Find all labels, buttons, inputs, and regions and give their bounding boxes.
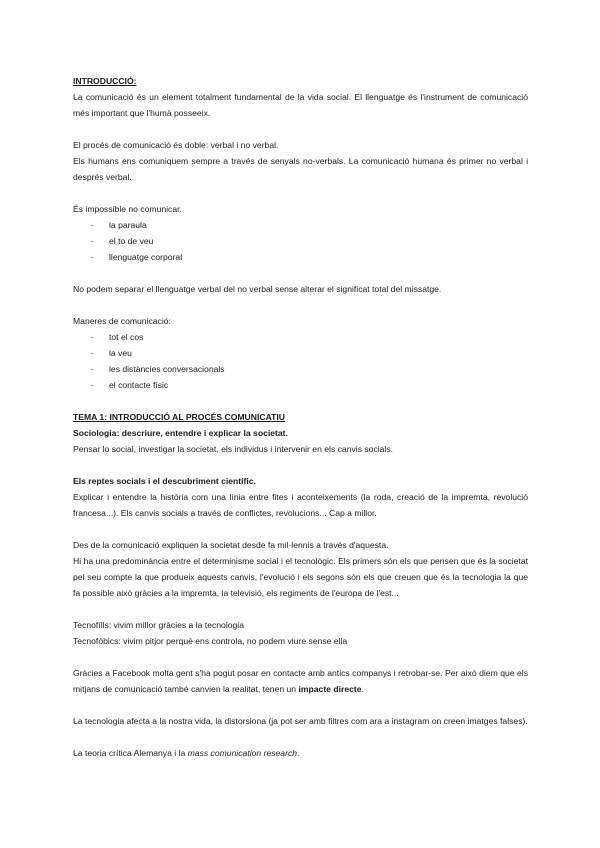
tema1-paragraph-1: Pensar lo social, investigar la societat, els individus i intervenir en els canvis socials. (73, 444, 394, 454)
tema1-paragraph-5: Tecnofílls: vivim millor gràcies a la tecnologia (73, 620, 244, 630)
list-item: - el contacte físic (73, 377, 528, 393)
list-item: - tot el cos (73, 329, 528, 345)
paragraph-text: . (297, 748, 300, 758)
intro-paragraph-6: Maneres de comunicació: (73, 316, 171, 326)
tema1-paragraph-6: Tecnofòbics: vivim pitjor perquè ens controla, no podem viure sense ella (73, 636, 348, 646)
paragraph-text: . (361, 684, 364, 694)
paragraph-text: La teoria crítica Alemanya i la (73, 748, 188, 758)
tema1-paragraph-8: La tecnologia afecta a la nostra vida, la distorsiona (ja pot ser amb filtres com ara a instagram on creen imatges falses). (73, 716, 528, 726)
tema1-subheading-challenges: Els reptes socials i el descubriment científic. (73, 476, 256, 486)
tema1-heading: TEMA 1: INTRODUCCIÓ AL PROCÉS COMUNICATIU (73, 412, 285, 422)
list-item: - les distàncies conversacionals (73, 361, 528, 377)
tema1-paragraph-9 (73, 745, 528, 761)
list-item: - la veu (73, 345, 528, 361)
communication-elements-list (73, 217, 528, 265)
intro-paragraph-2: El procés de comunicació és doble: verbal i no verbal. (73, 140, 279, 150)
document-page (73, 73, 528, 761)
list-item: - la paraula (73, 217, 528, 233)
paragraph-text: Gràcies a Facebook molta gent s'ha pogut posar en contacte amb antics companys i retrobar-se. Per això diem que els mitjans de comunicació també canvien la realitat, tenen un (73, 668, 528, 694)
paragraph-italic-text: mass comunication research (187, 748, 298, 758)
paragraph-bold-text: impacte directe (298, 684, 362, 694)
intro-paragraph-4: És impossible no comunicar. (73, 204, 182, 214)
intro-paragraph-5: No podem separar el llenguatge verbal del no verbal sense alterar el significat total del missatge. (73, 284, 442, 294)
intro-heading: INTRODUCCIÓ: (73, 76, 137, 86)
intro-paragraph-1: La comunicació és un element totalment fundamental de la vida social. El llenguatge és l'instrument de comunicació més important que l'humà posseeix. (73, 92, 528, 118)
tema1-paragraph-7 (73, 665, 528, 697)
tema1-paragraph-3: Des de la comunicació expliquen la societat desde fa mil·lennis a través d'aquesta. (73, 540, 389, 550)
list-item: - llenguatge corporal (73, 249, 528, 265)
tema1-paragraph-4: Hi ha una predominància entre el determinisme social i el tecnològic. Els primers són els que pensen que és la societat pel seu compte la que produeix aquests canvis, l'evolució i els segons són els que creuen que és la tecnologia la que fa possible això gràcies a la impremta, la televisió, els regiments de l'europa de l'est... (73, 556, 528, 598)
tema1-paragraph-2: Explicar i entendre la història com una línia entre fites i aconteixements (la roda, creació de la impremta, revolució francesa...). Els canvis socials a través de conflictes, revolucions... Cap a millor. (73, 492, 528, 518)
tema1-subheading-sociology: Sociologia: descriure, entendre i explicar la societat. (73, 428, 288, 438)
list-item: - el to de veu (73, 233, 528, 249)
intro-paragraph-3: Els humans ens comuniquem sempre a través de senyals no-verbals. La comunicació humana és primer no verbal i després verbal. (73, 156, 528, 182)
communication-ways-list (73, 329, 528, 393)
